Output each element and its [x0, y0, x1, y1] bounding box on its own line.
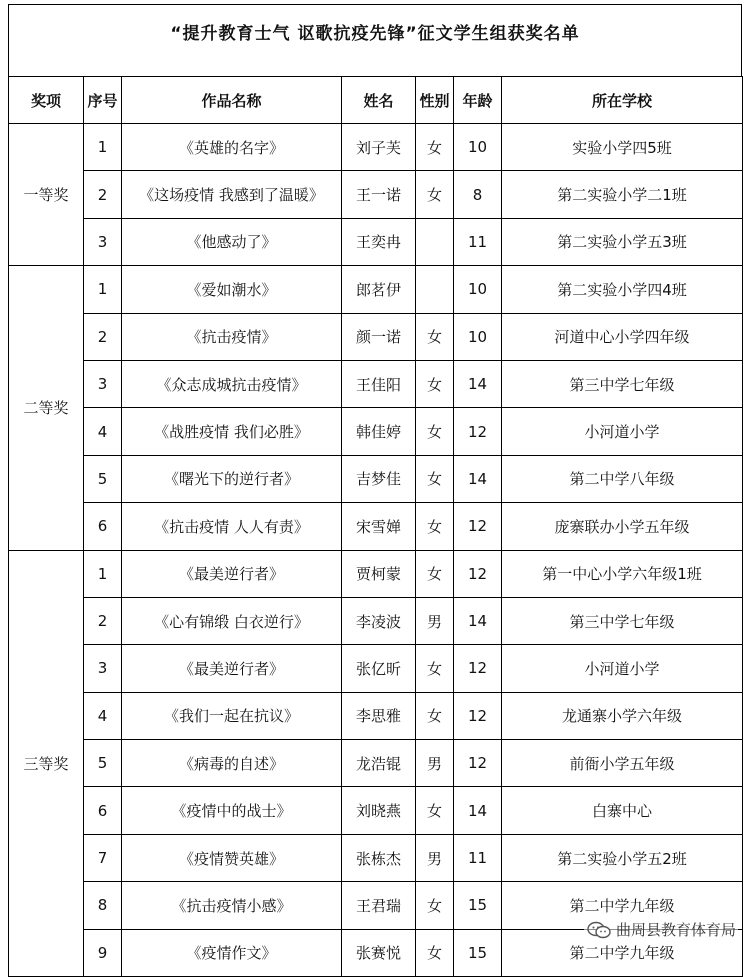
no-cell: 4 — [84, 692, 122, 739]
school-cell: 第一中心小学六年级1班 — [502, 550, 743, 597]
school-cell: 白寨中心 — [502, 787, 743, 834]
no-cell: 5 — [84, 740, 122, 787]
work-title-cell: 《病毒的自述》 — [122, 740, 342, 787]
work-title-cell: 《心有锦缎 白衣逆行》 — [122, 597, 342, 644]
sex-cell: 女 — [416, 360, 454, 407]
age-cell: 8 — [454, 171, 502, 218]
table-row — [9, 171, 743, 218]
school-cell: 河道中心小学四年级 — [502, 313, 743, 360]
work-title-cell: 《他感动了》 — [122, 218, 342, 265]
age-cell: 12 — [454, 408, 502, 455]
student-name-cell: 颜一诺 — [342, 313, 416, 360]
sex-cell: 女 — [416, 787, 454, 834]
work-title-cell: 《抗击疫情》 — [122, 313, 342, 360]
watermark-text: 曲周县教育体育局 — [615, 921, 736, 939]
no-cell: 2 — [84, 313, 122, 360]
student-name-cell: 张栋杰 — [342, 834, 416, 881]
table-body — [9, 124, 743, 977]
no-cell: 6 — [84, 503, 122, 550]
table-row — [9, 740, 743, 787]
table-row — [9, 455, 743, 502]
age-cell: 12 — [454, 503, 502, 550]
sex-cell — [416, 266, 454, 313]
table-row — [9, 645, 743, 692]
table-row — [9, 360, 743, 407]
school-cell: 小河道小学 — [502, 408, 743, 455]
school-cell: 第三中学七年级 — [502, 360, 743, 407]
table-row — [9, 692, 743, 739]
age-cell: 14 — [454, 360, 502, 407]
table-row — [9, 787, 743, 834]
work-title-cell: 《疫情中的战士》 — [122, 787, 342, 834]
header-no: 序号 — [84, 77, 122, 124]
work-title-cell: 《众志成城抗击疫情》 — [122, 360, 342, 407]
sex-cell: 女 — [416, 550, 454, 597]
work-title-cell: 《最美逆行者》 — [122, 550, 342, 597]
no-cell: 6 — [84, 787, 122, 834]
no-cell: 8 — [84, 882, 122, 929]
wechat-icon — [586, 921, 612, 939]
student-name-cell: 张赛悦 — [342, 929, 416, 976]
student-name-cell: 韩佳婷 — [342, 408, 416, 455]
sex-cell: 女 — [416, 882, 454, 929]
age-cell: 14 — [454, 455, 502, 502]
no-cell: 3 — [84, 645, 122, 692]
work-title-cell: 《疫情作文》 — [122, 929, 342, 976]
student-name-cell: 郎茗伊 — [342, 266, 416, 313]
student-name-cell: 宋雪婵 — [342, 503, 416, 550]
sex-cell: 女 — [416, 171, 454, 218]
age-cell: 15 — [454, 882, 502, 929]
sex-cell: 男 — [416, 597, 454, 644]
header-row — [9, 77, 743, 124]
table-row — [9, 124, 743, 171]
student-name-cell: 张亿昕 — [342, 645, 416, 692]
sex-cell: 女 — [416, 313, 454, 360]
sex-cell: 女 — [416, 124, 454, 171]
work-title-cell: 《最美逆行者》 — [122, 645, 342, 692]
school-cell: 龙通寨小学六年级 — [502, 692, 743, 739]
school-cell: 第二中学九年级 — [502, 929, 743, 976]
student-name-cell: 王一诺 — [342, 171, 416, 218]
award-cell: 二等奖 — [9, 266, 84, 550]
award-list-sheet — [8, 4, 742, 977]
student-name-cell: 李思雅 — [342, 692, 416, 739]
header-work: 作品名称 — [122, 77, 342, 124]
table-row — [9, 218, 743, 265]
work-title-cell: 《爱如潮水》 — [122, 266, 342, 313]
school-cell: 实验小学四5班 — [502, 124, 743, 171]
sex-cell: 女 — [416, 645, 454, 692]
student-name-cell: 贾柯蒙 — [342, 550, 416, 597]
school-cell: 第二中学九年级 — [502, 882, 743, 929]
sex-cell — [416, 218, 454, 265]
sex-cell: 女 — [416, 929, 454, 976]
award-cell: 三等奖 — [9, 550, 84, 977]
table-row — [9, 550, 743, 597]
no-cell: 2 — [84, 597, 122, 644]
age-cell: 10 — [454, 313, 502, 360]
table-row — [9, 266, 743, 313]
table-row — [9, 408, 743, 455]
sex-cell: 女 — [416, 503, 454, 550]
no-cell: 3 — [84, 360, 122, 407]
age-cell: 11 — [454, 218, 502, 265]
school-cell: 第二实验小学五2班 — [502, 834, 743, 881]
school-cell: 第二中学八年级 — [502, 455, 743, 502]
age-cell: 12 — [454, 740, 502, 787]
work-title-cell: 《抗击疫情 人人有责》 — [122, 503, 342, 550]
school-cell: 庞寨联办小学五年级 — [502, 503, 743, 550]
table-row — [9, 597, 743, 644]
table-row — [9, 313, 743, 360]
work-title-cell: 《我们一起在抗议》 — [122, 692, 342, 739]
table-row — [9, 834, 743, 881]
no-cell: 4 — [84, 408, 122, 455]
table-row — [9, 503, 743, 550]
age-cell: 15 — [454, 929, 502, 976]
work-title-cell: 《战胜疫情 我们必胜》 — [122, 408, 342, 455]
header-age: 年龄 — [454, 77, 502, 124]
age-cell: 12 — [454, 550, 502, 597]
sex-cell: 女 — [416, 455, 454, 502]
page-title: “提升教育士气 讴歌抗疫先锋”征文学生组获奖名单 — [8, 4, 742, 76]
school-cell: 前衙小学五年级 — [502, 740, 743, 787]
no-cell: 1 — [84, 266, 122, 313]
no-cell: 7 — [84, 834, 122, 881]
age-cell: 12 — [454, 645, 502, 692]
no-cell: 1 — [84, 124, 122, 171]
student-name-cell: 龙浩锟 — [342, 740, 416, 787]
student-name-cell: 王君瑞 — [342, 882, 416, 929]
work-title-cell: 《曙光下的逆行者》 — [122, 455, 342, 502]
student-name-cell: 王佳阳 — [342, 360, 416, 407]
work-title-cell: 《疫情赞英雄》 — [122, 834, 342, 881]
school-cell: 第三中学七年级 — [502, 597, 743, 644]
school-cell: 第二实验小学四4班 — [502, 266, 743, 313]
no-cell: 1 — [84, 550, 122, 597]
no-cell: 9 — [84, 929, 122, 976]
school-cell: 小河道小学 — [502, 645, 743, 692]
age-cell: 14 — [454, 787, 502, 834]
work-title-cell: 《抗击疫情小感》 — [122, 882, 342, 929]
sex-cell: 男 — [416, 740, 454, 787]
student-name-cell: 王奕冉 — [342, 218, 416, 265]
age-cell: 10 — [454, 124, 502, 171]
student-name-cell: 李凌波 — [342, 597, 416, 644]
header-award: 奖项 — [9, 77, 84, 124]
header-name: 姓名 — [342, 77, 416, 124]
age-cell: 10 — [454, 266, 502, 313]
student-name-cell: 刘子芙 — [342, 124, 416, 171]
student-name-cell: 刘晓燕 — [342, 787, 416, 834]
header-sex: 性别 — [416, 77, 454, 124]
sex-cell: 女 — [416, 692, 454, 739]
school-cell: 第二实验小学二1班 — [502, 171, 743, 218]
watermark — [584, 919, 738, 940]
age-cell: 12 — [454, 692, 502, 739]
school-cell: 第二实验小学五3班 — [502, 218, 743, 265]
age-cell: 11 — [454, 834, 502, 881]
sex-cell: 女 — [416, 408, 454, 455]
sex-cell: 男 — [416, 834, 454, 881]
award-cell: 一等奖 — [9, 124, 84, 266]
award-table — [8, 76, 743, 977]
work-title-cell: 《这场疫情 我感到了温暖》 — [122, 171, 342, 218]
no-cell: 2 — [84, 171, 122, 218]
age-cell: 14 — [454, 597, 502, 644]
no-cell: 3 — [84, 218, 122, 265]
header-school: 所在学校 — [502, 77, 743, 124]
student-name-cell: 吉梦佳 — [342, 455, 416, 502]
work-title-cell: 《英雄的名字》 — [122, 124, 342, 171]
no-cell: 5 — [84, 455, 122, 502]
